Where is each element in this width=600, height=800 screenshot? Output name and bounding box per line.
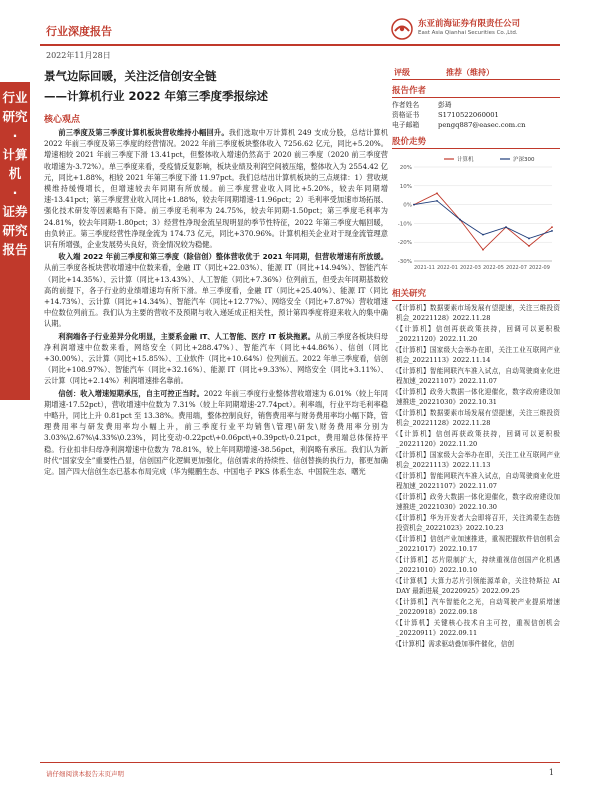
y-tick-label: 10%	[399, 183, 412, 190]
side-category-band	[0, 82, 30, 400]
paragraph	[44, 331, 388, 387]
side-band-text: 证券研究报告	[2, 204, 28, 257]
series-point	[459, 218, 461, 220]
legend-label: 沪深300	[513, 156, 535, 163]
analyst-row	[392, 100, 560, 110]
series-point	[528, 237, 530, 239]
related-research-item[interactable]: 《【计算机】信创再获政策扶持，回调可以更积极_20221120》2022.11.20	[392, 429, 560, 449]
paragraph-lead: 信创：收入增速短期承压，自主可控正当时。	[58, 388, 204, 398]
paragraph	[44, 251, 388, 329]
analyst-row	[392, 120, 560, 130]
related-research-list	[392, 303, 560, 650]
x-tick-label: 2022-03	[460, 264, 481, 271]
x-tick-label: 2022-05	[483, 264, 504, 271]
related-research-item[interactable]: 《【计算机】国家级大会举办在即，关注工业互联网产业机会_20221113》2022.11.14	[392, 345, 560, 365]
related-research-item[interactable]: 《【计算机】数据要素市场发展有望提速，关注三维投资机会_20221128》2022.11.28	[392, 303, 560, 323]
rating-value: 推荐（维持）	[446, 68, 494, 77]
series-point	[551, 230, 553, 232]
report-type-label: 行业深度报告	[46, 25, 112, 38]
analyst-heading: 报告作者	[392, 84, 560, 98]
stock-trend-chart	[392, 151, 560, 283]
rating-label: 评级	[394, 68, 410, 77]
paragraph-lead: 前三季度及第三季度计算机板块营收维持小幅回升。	[58, 128, 229, 137]
series-point	[482, 248, 484, 250]
report-date: 2022年11月28日	[46, 51, 111, 60]
series-point	[413, 203, 415, 205]
paragraph-text: 我们选取中万计算机 249 支成分股，总结计算机 2022 年前三季度及第三季度的经营情况。2022 年前三季度板块整体收入 7256.62 亿元，同比+5.20%。增速相较 2021 年前三季度下滑 13.41pct，但整体收入增速仍然高于 2020 前三季度（2020 前三季度营收增速为-3.72%）。单三季度来看，受疫情反复影响，板块业绩及利润空间被压缩，整体收入为 2554.42 亿元，同比+1.88%，相较 2021 年第三季度下滑 11.97pct。我们总结出计算机板块的三点规律：1）营收规模维持缓慢增长，但增速较去年同期有所放缓。前三季度营业收入同比+5.20%，较去年同期增速-13.41pct；第三季度营业收入同比+1.88%，较去年同期增速-11.96pct；2）毛利率受加速市场拓展、强化技术研发等因素略有下降。前三季度毛利率为 24.75%，较去年同期-1.50pct；第三季度毛利率为 24.81%，较去年同期-1.80pct；3）经营性净现金流呈现明显的季节性特征，2022 年第三季度大幅回暖，由负转正。第三季度经营性净现金流为 174.73 亿元，同比+370.96%。计算机相关企业对于现金流管理意识有所增强，企业发展势头良好，资金情况较为稳健。	[44, 128, 388, 250]
analyst-key: 资格证书	[392, 111, 420, 120]
y-tick-label: 0%	[403, 202, 412, 209]
report-title: 景气边际回暖，关注泛信创安全链	[44, 69, 217, 83]
related-research-item[interactable]: 《【计算机】汽车智能化之光，自动驾驶产业提质增速_20220918》2022.09.18	[392, 597, 560, 617]
y-tick-label: -30%	[397, 258, 412, 265]
related-research-item[interactable]: 《【计算机】华为开发者大会即将召开，关注鸿蒙生态链投资机会_20221023》2022.10.23	[392, 513, 560, 533]
related-research-item[interactable]: 《【计算机】智能网联汽车准入试点，自动驾驶商业化进程加速_20221107》2022.11.07	[392, 471, 560, 491]
related-research-item[interactable]: 《【计算机】国家级大会举办在即，关注工业互联网产业机会_20221113》2022.11.13	[392, 450, 560, 470]
series-point	[528, 245, 530, 247]
related-research-item[interactable]: 《【计算机】政务大数据一体化迎催化，数字政府建设加速推进_20221030》2022.10.31	[392, 387, 560, 407]
series-line	[414, 193, 552, 249]
series-point	[551, 226, 553, 228]
analyst-info	[392, 100, 560, 131]
analyst-value: S1710522060001	[438, 111, 499, 120]
series-point	[436, 192, 438, 194]
series-point	[505, 226, 507, 228]
rating-bar	[392, 66, 560, 80]
x-tick-label: 2022-01	[437, 264, 458, 271]
analyst-key: 电子邮箱	[392, 121, 420, 130]
core-view-heading: 核心观点	[44, 115, 81, 125]
x-tick-label: 2022-09	[529, 264, 550, 271]
paragraph-text: 从前三季度各板块营收增速中位数来看，金融 IT（同比+22.03%）、能源 IT（同比+14.94%）、智能汽车（同比+14.35%）、云计算（同比+13.43%）、人工智能（同比+7.36%）位列前五，但受去年同期基数较高的前提下，各子行业的业绩增速均有所下滑。单三季度看，金融 IT（同比+25.40%）、能源 IT（同比+14.73%）、云计算（同比+14.34%）、智能汽车（同比+12.77%）、网络安全（同比+7.87%）营收增速中位数位列前五。我们认为主要的营收不及预期与收入递延成正相关性，预计第四季度将迎来收入的集中确认期。	[44, 263, 388, 329]
side-band-text: 行业研究	[2, 90, 28, 124]
related-research-heading: 相关研究	[392, 287, 560, 301]
logo-company-name-en: East Asia Qianhai Securities Co.,Ltd.	[418, 30, 518, 36]
y-tick-label: -20%	[397, 239, 412, 246]
page-number: 1	[548, 768, 554, 777]
x-tick-label: 2022-07	[506, 264, 527, 271]
paragraph-text: 从前三季度各板块归母净利润增速中位数来看，网络安全（同比+288.47%）、智能汽车（同比+44.86%）、信创（同比+30.00%）、云计算（同比+15.85%）、工业软件（同比+10.64%）位列前五。2022 年单三季度看，信创（同比+108.97%）、智能汽车（同比+32.16%）、能源 IT（同比+9.33%）、网络安全（同比+3.11%）、云计算（同比+2.14%）利润增速排名靠前。	[44, 331, 388, 386]
sidebar-info	[392, 64, 560, 649]
y-tick-label: -10%	[397, 221, 412, 228]
analyst-email[interactable]: pengq887@easec.com.cn	[438, 121, 526, 130]
related-research-item[interactable]: 《【计算机】关键核心技术自主可控，重视信创机会_20220911》2022.09.11	[392, 618, 560, 638]
logo-mark-icon	[390, 18, 414, 40]
paragraph-lead: 利润端各子行业差异分化明显，主要系金融 IT、人工智能、医疗 IT 板块拖累。	[58, 331, 316, 341]
y-tick-label: 20%	[399, 164, 412, 171]
stock-trend-heading: 股价走势	[392, 135, 560, 149]
related-research-item[interactable]: 《【计算机】信创产业加速推进，重视把握软件信创机会_20221017》2022.10.17	[392, 534, 560, 554]
analyst-value: 彭琦	[438, 101, 452, 109]
related-research-item[interactable]: 《【计算机】信创再获政策扶持，回调可以更积极_20221120》2022.11.20	[392, 324, 560, 344]
side-band-text: ·	[12, 128, 18, 143]
footer-disclaimer: 请仔细阅读本报告末页声明	[46, 770, 124, 778]
paragraph	[44, 388, 388, 478]
report-header	[40, 14, 560, 46]
report-subtitle: ——计算机行业 2022 年第三季度季报综述	[44, 89, 269, 103]
related-research-item[interactable]: 《【计算机】数据要素市场发展有望提速，关注三维投资机会_20221128》2022.11.28	[392, 408, 560, 428]
analyst-key: 作者姓名	[392, 101, 420, 109]
x-tick-label: 2021-11	[414, 264, 435, 271]
paragraph-text: 2022 年前三季度行业整体营收增速为 6.01%（较上年同期增速-17.52pct），营收增速中位数为 7.31%（较上年同期增速-27.74pct）。利率端，行业平均毛利率稳中略升，同比上升 0.81pct 至 13.38%。费用端，整体控制良好，销售费用率与财务费用率均小幅下降，管理费用率与研发费用率均小幅上升，前三季度行业平均销售\管理\研发\财务费用率分别为 3.03%\2.67%\4.33%\0.23%，同比变动-0.22pct\+0.06pct\+0.39pct\-0.21pct，费用端总体保持平稳。行业扣非归母净利润增速中位数为 78.81%，较上年同期增速-38.56pct，利润略有承压。我们认为新时代“国家安全”重要性凸显，信创国产化逻辑更加强化，信创需求的持续性、信创替换的执行力，都更加确定。国产四大信创生态已基本布局完成（华为鲲鹏生态、中国电子 PKS 体系生态、中国院生态、曙光	[44, 388, 388, 477]
stock-trend-svg	[392, 151, 560, 283]
side-band-text: ·	[12, 185, 18, 200]
series-point	[436, 200, 438, 202]
series-line	[414, 200, 552, 238]
logo-company-name: 东亚前海证券有限责任公司	[418, 19, 521, 29]
paragraph-lead: 收入端 2022 年前三季度和第三季度（除信创）整体营收优于 2021 年同期，但营收增速有所放缓。	[58, 252, 388, 262]
related-research-item[interactable]: 《【计算机】大算力芯片引领能源革命，关注特斯拉 AI DAY 最新进展_20220925》2022.09.25	[392, 576, 560, 596]
side-band-text: 计算机	[2, 147, 28, 181]
page-footer	[40, 762, 560, 784]
legend-label: 计算机	[457, 156, 474, 163]
related-research-item[interactable]: 《【计算机】政务大数据一体化迎催化，数字政府建设加速推进_20221030》2022.10.30	[392, 492, 560, 512]
related-research-item[interactable]: 《【计算机】智能网联汽车准入试点，自动驾驶商业化进程加速_20221107》2022.11.07	[392, 366, 560, 386]
main-content	[44, 64, 388, 478]
related-research-item[interactable]: 《【计算机】需求驱动叠加事件催化，信创	[392, 639, 514, 648]
company-logo	[390, 14, 560, 44]
series-point	[482, 233, 484, 235]
paragraph	[44, 127, 388, 250]
analyst-row	[392, 110, 560, 120]
related-research-item[interactable]: 《【计算机】芯片限制扩大，持续重视信创国产化机遇_20221010》2022.10.10	[392, 555, 560, 575]
